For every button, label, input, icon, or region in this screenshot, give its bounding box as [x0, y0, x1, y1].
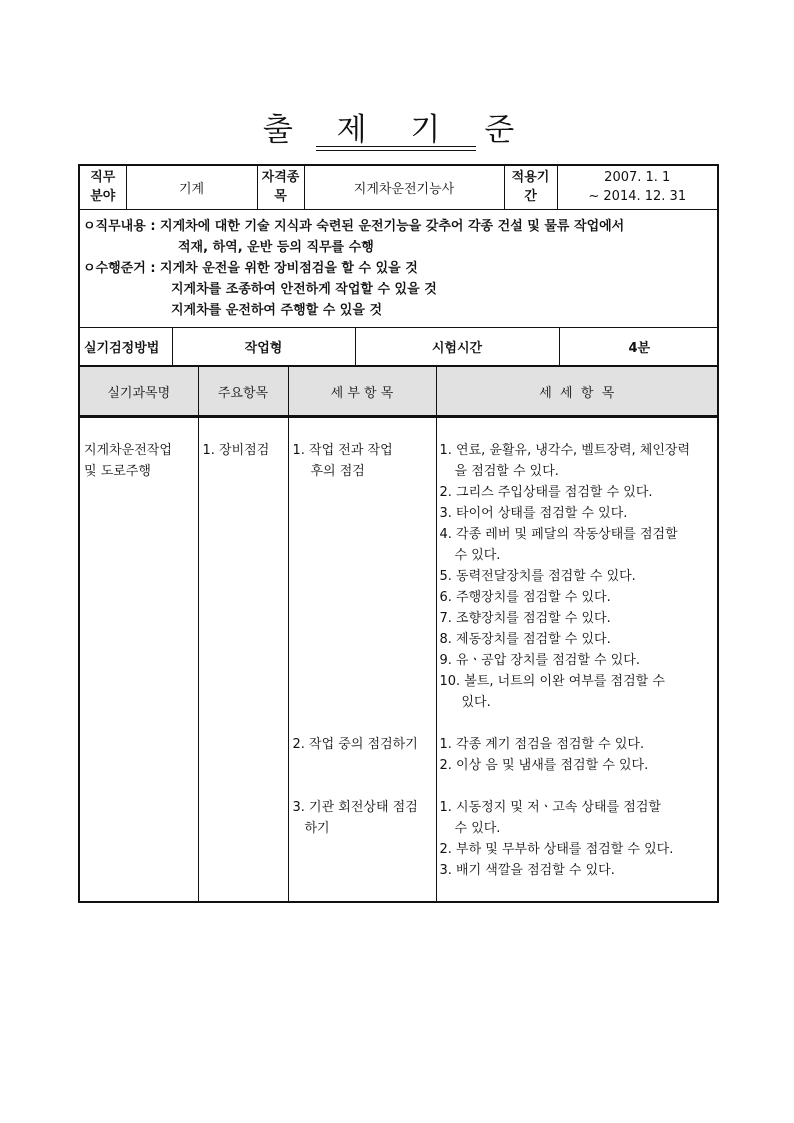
title-underline-2 [316, 150, 476, 151]
subject-name: 지게차운전작업 및 도로주행 [79, 417, 198, 902]
detail-item [289, 797, 436, 839]
sub-detail-line: 8. 제동장치를 점검할 수 있다. [439, 632, 611, 647]
header-detail-item: 세 부 항 목 [288, 366, 436, 417]
header-main-item: 주요항목 [198, 366, 288, 417]
sub-detail-line: 1. 연료, 윤활유, 냉각수, 벨트장력, 체인장력 [439, 443, 691, 458]
qual-label: 자격종 목 [257, 165, 304, 209]
sub-detail-line: 2. 그리스 주입상태를 점검할 수 있다. [439, 485, 653, 500]
info-table [78, 164, 719, 367]
sub-detail-line: 5. 동력전달장치를 점검할 수 있다. [439, 569, 636, 584]
sub-detail-line: 1. 각종 계기 점검을 점검할 수 있다. [439, 737, 645, 752]
sub-detail-line: 3. 타이어 상태를 점검할 수 있다. [439, 506, 628, 521]
duty-line: 적재, 하역, 운반 등의 직무를 수행 [178, 239, 374, 255]
detail-item-line: 하기 [304, 821, 330, 836]
sub-detail-line: 7. 조향장치를 점검할 수 있다. [439, 611, 611, 626]
title-underline [316, 146, 476, 147]
method-value: 작업형 [172, 328, 355, 365]
sub-detail-line: 2. 이상 음 및 냄새를 점검할 수 있다. [439, 758, 649, 773]
sub-detail-line: 을 점검할 수 있다. [454, 464, 559, 479]
sub-detail-line: 1. 시동정지 및 저ㆍ고속 상태를 점검할 [439, 800, 661, 815]
time-value: 4분 [628, 340, 651, 356]
detail-items [288, 417, 436, 902]
sub-detail-line: 9. 유ㆍ공압 장치를 점검할 수 있다. [439, 653, 640, 668]
sub-detail-line: 6. 주행장치를 점검할 수 있다. [439, 590, 611, 605]
job-description [79, 209, 718, 327]
detail-item-line: 3. 기관 회전상태 점검 [292, 800, 418, 815]
sub-detail-line: 있다. [461, 695, 491, 710]
detail-item [289, 734, 436, 797]
period-label: 적용기 간 [504, 165, 557, 209]
period-value: 2007. 1. 1 ~ 2014. 12. 31 [557, 165, 718, 209]
sub-detail-items [436, 417, 718, 902]
qual-value: 지게차운전기능사 [304, 165, 504, 209]
sub-detail-line: 수 있다. [454, 821, 501, 836]
detail-item-line: 1. 작업 전과 작업 [292, 443, 393, 458]
method-label: 실기검정방법 [80, 328, 172, 365]
method-row [80, 328, 719, 365]
page-title: 출 제 기 준 [262, 112, 532, 148]
criteria-table [78, 365, 719, 903]
field-label: 직무 분야 [79, 165, 126, 209]
sub-detail-line: 3. 배기 색깔을 점검할 수 있다. [439, 863, 615, 878]
sub-detail-group [440, 440, 718, 734]
header-sub-detail-item: 세 세 항 목 [436, 366, 718, 417]
sub-detail-group [440, 797, 718, 881]
standard-line: ㅇ수행준거 : 지게차 운전을 위한 장비점검을 할 수 있을 것 [83, 260, 418, 276]
main-item: 1. 장비점검 [198, 417, 288, 902]
sub-detail-group [440, 734, 718, 797]
detail-item-line: 후의 점검 [310, 464, 365, 479]
duty-line: ㅇ직무내용 : 지게차에 대한 기술 지식과 숙련된 운전기능을 갖추어 각종 건설 및 물류 작업에서 [83, 218, 625, 234]
standard-line: 지게차를 운전하여 주행할 수 있을 것 [171, 302, 382, 318]
sub-detail-line: 2. 부하 및 무부하 상태를 점검할 수 있다. [439, 842, 674, 857]
sub-detail-line: 수 있다. [454, 548, 501, 563]
detail-item [289, 440, 436, 734]
field-value: 기계 [126, 165, 257, 209]
sub-detail-line: 4. 각종 레버 및 페달의 작동상태를 점검할 [439, 527, 678, 542]
standard-line: 지게차를 조종하여 안전하게 작업할 수 있을 것 [171, 281, 437, 297]
detail-item-line: 2. 작업 중의 점검하기 [292, 737, 418, 752]
sub-detail-line: 10. 볼트, 너트의 이완 여부를 점검할 수 [439, 674, 665, 689]
time-label: 시험시간 [355, 328, 559, 365]
header-subject: 실기과목명 [79, 366, 198, 417]
